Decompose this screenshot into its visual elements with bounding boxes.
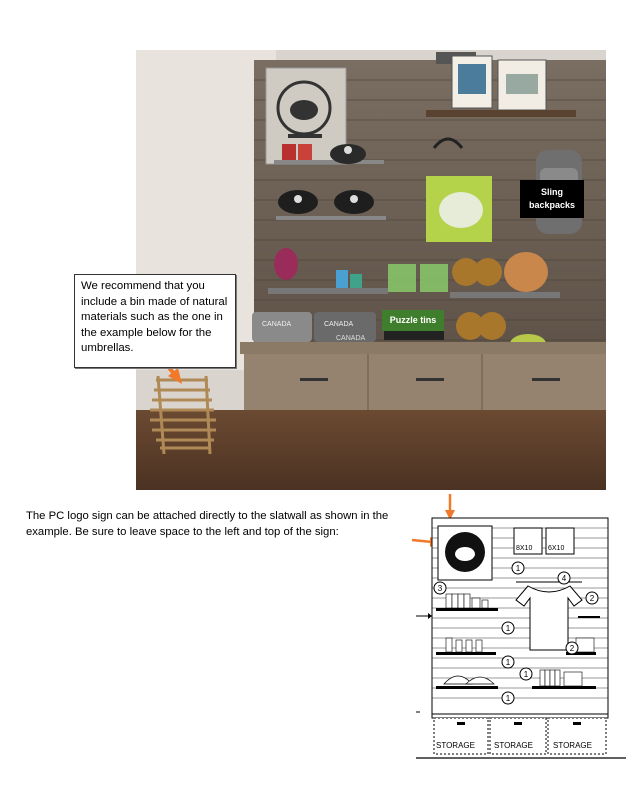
frame-label: 6X10 (548, 545, 565, 552)
callout-line: umbrellas. (81, 342, 134, 354)
instruction-line: example. Be sure to leave space to the left and top of the sign: (26, 526, 339, 538)
marker-number: 1 (505, 624, 511, 633)
sweater-print: CANADA (262, 321, 292, 328)
marker-number: 4 (561, 574, 567, 583)
storage-label: STORAGE (553, 741, 592, 750)
storage-label: STORAGE (436, 741, 475, 750)
marker-number: 1 (515, 564, 521, 573)
callout-line: We recommend that you (81, 280, 205, 292)
marker-number: 2 (569, 644, 575, 653)
store-display-photo (136, 50, 606, 490)
callout-line: include a bin made of natural (81, 295, 228, 308)
sweater-print: CANADA (336, 335, 366, 342)
shelf-arrow (416, 613, 432, 619)
storage-label: STORAGE (494, 741, 533, 750)
slatwall-layout-diagram (410, 490, 636, 780)
tag-line: Sling (541, 187, 563, 197)
marker-number: 3 (437, 584, 443, 593)
bin-recommendation-callout (74, 274, 236, 368)
puzzle-tins-tag: Puzzle tins (382, 310, 444, 331)
sling-backpacks-tag (520, 180, 584, 218)
tag-line: backpacks (528, 200, 576, 210)
top-arrow (445, 494, 455, 520)
diagram-logo-sign (438, 526, 492, 580)
callout-line: the example below for the (81, 326, 212, 339)
logo-sign-instruction (26, 508, 406, 540)
frame-label: 8X10 (516, 545, 533, 552)
marker-number: 1 (523, 670, 529, 679)
marker-number: 1 (505, 694, 511, 703)
sweater-print: CANADA (324, 321, 354, 328)
callout-line: materials such as the one in (81, 311, 223, 323)
marker-number: 1 (505, 658, 511, 667)
instruction-line: The PC logo sign can be attached directly to the slatwall as shown in the (26, 510, 389, 522)
marker-number: 2 (589, 594, 595, 603)
